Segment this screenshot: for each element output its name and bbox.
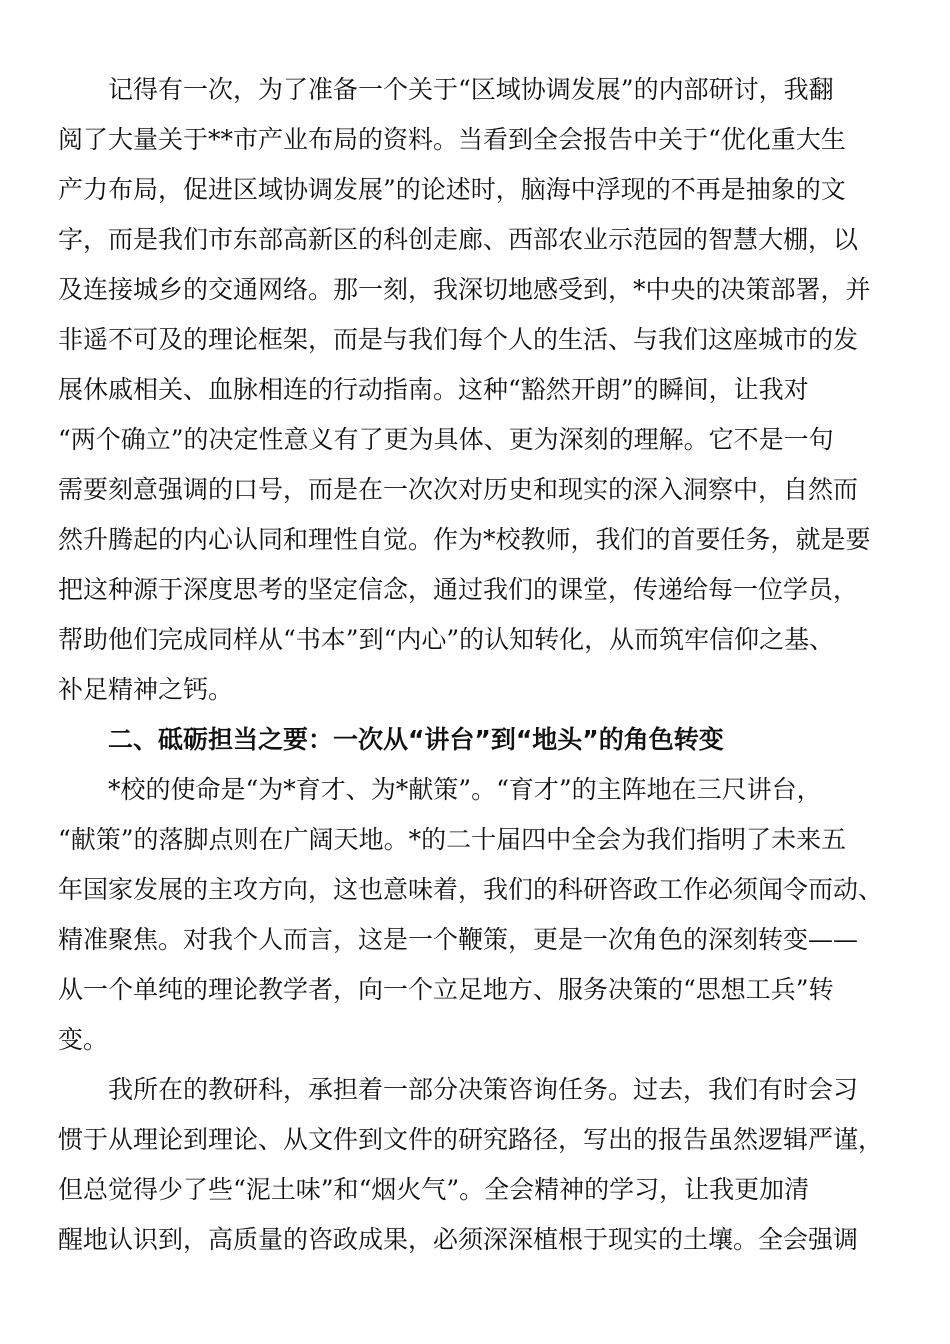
paragraph-1-line-2: 阅了大量关于**市产业布局的资料。当看到全会报告中关于“优化重大生 bbox=[58, 125, 846, 154]
paragraph-1-line-10: 然升腾起的内心认同和理性自觉。作为*校教师，我们的首要任务，就是要 bbox=[58, 525, 871, 554]
paragraph-1-line-1: 记得有一次，为了准备一个关于“区域协调发展”的内部研讨，我翻 bbox=[108, 75, 834, 104]
paragraph-1-line-4: 字，而是我们市东部高新区的科创走廊、西部农业示范园的智慧大棚，以 bbox=[58, 225, 859, 254]
paragraph-3-line-3: 但总觉得少了些“泥土味”和“烟火气”。全会精神的学习，让我更加清 bbox=[58, 1175, 810, 1204]
paragraph-1-line-3: 产力布局，促进区域协调发展”的论述时，脑海中浮现的不再是抽象的文 bbox=[58, 175, 846, 204]
section-heading: 二、砥砺担当之要：一次从“讲台”到“地头”的角色转变 bbox=[108, 725, 724, 754]
paragraph-1-line-8: “两个确立”的决定性意义有了更为具体、更为深刻的理解。它不是一句 bbox=[58, 425, 834, 454]
paragraph-2-line-3: 年国家发展的主攻方向，这也意味着，我们的科研咨政工作必须闻令而动、 bbox=[58, 875, 884, 904]
paragraph-2-line-5: 从一个单纯的理论教学者，向一个立足地方、服务决策的“思想工兵”转 bbox=[58, 975, 834, 1004]
paragraph-2-line-6: 变。 bbox=[58, 1025, 109, 1054]
paragraph-3-line-1: 我所在的教研科，承担着一部分决策咨询任务。过去，我们有时会习 bbox=[108, 1075, 859, 1104]
paragraph-1-line-9: 需要刻意强调的口号，而是在一次次对历史和现实的深入洞察中，自然而 bbox=[58, 475, 859, 504]
paragraph-1-line-5: 及连接城乡的交通网络。那一刻，我深切地感受到，*中央的决策部署，并 bbox=[58, 275, 871, 304]
paragraph-1-line-6: 非遥不可及的理论框架，而是与我们每个人的生活、与我们这座城市的发 bbox=[58, 325, 859, 354]
paragraph-2-line-2: “献策”的落脚点则在广阔天地。*的二十届四中全会为我们指明了未来五 bbox=[58, 825, 847, 854]
paragraph-1-line-7: 展休戚相关、血脉相连的行动指南。这种“豁然开朗”的瞬间，让我对 bbox=[58, 375, 809, 404]
paragraph-3-line-4: 醒地认识到，高质量的咨政成果，必须深深植根于现实的土壤。全会强调 bbox=[58, 1225, 859, 1254]
paragraph-2-line-1: *校的使命是“为*育才、为*献策”。“育才”的主阵地在三尺讲台， bbox=[108, 775, 822, 804]
paragraph-3-line-2: 惯于从理论到理论、从文件到文件的研究路径，写出的报告虽然逻辑严谨， bbox=[58, 1125, 884, 1154]
paragraph-2-line-4: 精准聚焦。对我个人而言，这是一个鞭策，更是一次角色的深刻转变—— bbox=[58, 925, 859, 954]
paragraph-1-line-13: 补足精神之钙。 bbox=[58, 675, 234, 704]
paragraph-1-line-12: 帮助他们完成同样从“书本”到“内心”的认知转化，从而筑牢信仰之基、 bbox=[58, 625, 835, 654]
paragraph-1-line-11: 把这种源于深度思考的坚定信念，通过我们的课堂，传递给每一位学员， bbox=[58, 575, 859, 604]
